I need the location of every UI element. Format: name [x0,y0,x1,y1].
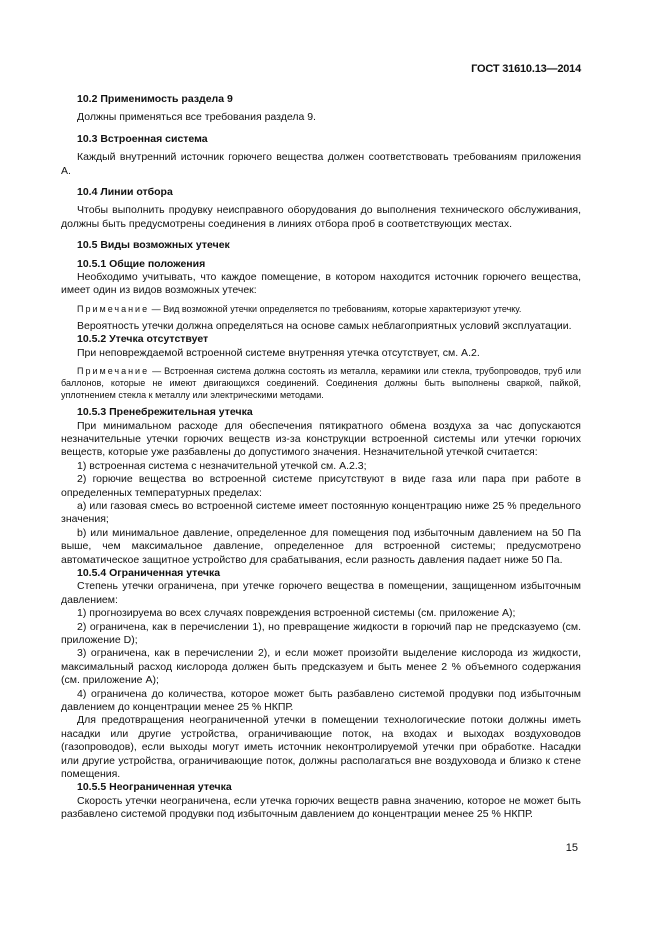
page-number: 15 [565,842,578,854]
section-10-5-5-title: 10.5.5 Неограниченная утечка [77,781,232,794]
section-10-5-4-title: 10.5.4 Ограниченная утечка [77,566,221,579]
note-label: Примечание [77,303,150,314]
section-10-5-4-text: Степень утечки ограничена, при утечке горючего вещества в помещении, защищенном избыточным давлением: [61,580,581,606]
section-10-5-4-text-2: Для предотвращения неограниченной утечки в помещении технологические потоки должны иметь насадки или другие устройства, ограничивающие поток, на входах и выходах воздуховодов (газопроводов), если выходы могут иметь источник неконтролируемой утечки при обработке. Насадки или другие устройства, ограничивающие поток, должны располагаться вне воздуховода и близко к стене помещения. [61,714,581,781]
section-10-5-1-text: Необходимо учитывать, что каждое помещение, в котором находится источник горючего вещества, имеет один из видов возможных утечек: [61,271,581,297]
document-body [61,93,581,822]
section-10-3-title: 10.3 Встроенная система [77,132,208,145]
note-label: Примечание [77,366,150,377]
section-10-4-title: 10.4 Линии отбора [77,186,173,199]
section-10-5-5-text: Скорость утечки неограничена, если утечка горючих веществ равна значению, которое не может быть разбавлено системой продувки под избыточным давлением до концентрации менее 25 % НКПР. [61,794,581,821]
list-item: 1) встроенная система с незначительной утечкой см. А.2.3; [77,459,367,472]
section-10-5-1-note [61,303,581,315]
section-10-5-1-title: 10.5.1 Общие положения [77,257,206,270]
section-10-5-2-note [61,365,581,401]
section-10-5-2-text: При неповреждаемой встроенной системе внутренняя утечка отсутствует, см. А.2. [77,346,480,359]
section-10-3-text: Каждый внутренний источник горючего вещества должен соответствовать требованиям приложения А. [61,151,581,177]
note-text: — Вид возможной утечки определяется по требованиям, которые характеризуют утечку. [149,303,522,314]
list-item: а) или газовая смесь во встроенной системе имеет постоянную концентрацию ниже 25 % предельного значения; [61,499,581,526]
section-10-5-1-text-2: Вероятность утечки должна определяться на основе самых неблагоприятных условий эксплуатации. [77,319,572,332]
list-item: 1) прогнозируема во всех случаях повреждения встроенной системы (см. приложение А); [77,607,516,620]
section-10-4-text: Чтобы выполнить продувку неисправного оборудования до выполнения технического обслуживания, должны быть предусмотрены соединения в линиях отбора проб в соответствующих местах. [61,204,581,230]
section-10-5-3-text: При минимальном расходе для обеспечения пятикратного обмена воздуха за час допускаются незначительные утечки горючих веществ из-за конструкции встроенной системы или утечки горючих веществ, которые уже разбавлены до допустимого значения. Незначительной утечкой считается: [61,419,581,459]
section-10-5-3-title: 10.5.3 Пренебрежительная утечка [77,406,253,419]
note-text: — Встроенная система должна состоять из металла, керамики или стекла, трубопроводов, труб или баллонов, которые не имеют двигающихся соединений. Соединения должны быть выполнены сваркой, пайкой, уплотнением стекла к металлу или электрическими методами. [61,366,581,401]
section-10-5-2-title: 10.5.2 Утечка отсутствует [77,333,209,346]
list-item: 2) горючие вещества во встроенной системе присутствуют в виде газа или пара при работе в определенных температурных пределах: [61,473,581,499]
section-10-2-title: 10.2 Применимость раздела 9 [77,93,233,105]
list-item: b) или минимальное давление, определенное для помещения под избыточным давлением на 50 Па выше, чем максимальное давление, определенное для встроенной системы; предусмотрено автоматическое защитное устройство для срабатывания, если разность давления падает ниже 50 Па. [61,526,581,566]
list-item: 2) ограничена, как в перечислении 1), но превращение жидкости в горючий пар не предсказуемо (см. приложение D); [61,620,581,646]
section-10-2-text: Должны применяться все требования раздела 9. [77,111,316,124]
document-code: ГОСТ 31610.13—2014 [471,63,581,75]
list-item: 3) ограничена, как в перечислении 2), и если может произойти выделение кислорода из жидкости, максимальный расход кислорода должен быть предсказуем и быть менее 2 % объемного содержания (см. приложение А); [61,647,581,687]
section-10-5-title: 10.5 Виды возможных утечек [77,239,230,252]
list-item: 4) ограничена до количества, которое может быть разбавлено системой продувки под избыточным давлением до концентрации менее 25 % НКПР. [61,687,581,714]
